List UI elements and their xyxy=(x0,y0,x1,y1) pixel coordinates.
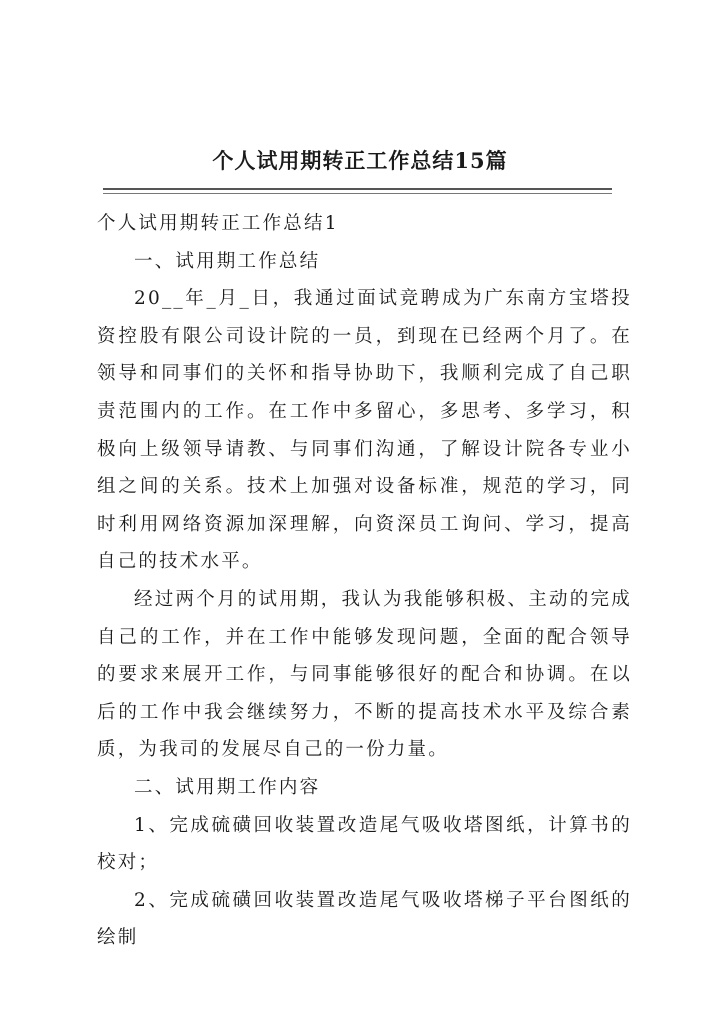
paragraph-2: 经过两个月的试用期，我认为我能够积极、主动的完成自己的工作，并在工作中能够发现问题，全面的配合领导的要求来展开工作，与同事能够很好的配合和协调。在以后的工作中我会继续努力，不断的提高技术水平及综合素质，为我司的发展尽自己的一份力量。 xyxy=(97,588,632,761)
document-body xyxy=(97,205,632,957)
list-item-2: 2、完成硫磺回收装置改造尾气吸收塔梯子平台图纸的绘制 xyxy=(97,889,632,949)
list-item-1: 1、完成硫磺回收装置改造尾气吸收塔图纸，计算书的校对； xyxy=(97,814,632,874)
paragraph-1: 20__年_月_日，我通过面试竞聘成为广东南方宝塔投资控股有限公司设计院的一员，到现在已经两个月了。在领导和同事们的关怀和指导协助下，我顺利完成了自己职责范围内的工作。在工作中多留心，多思考、多学习，积极向上级领导请教、与同事们沟通，了解设计院各专业小组之间的关系。技术上加强对设备标准，规范的学习，同时利用网络资源加深理解，向资深员工询问、学习，提高自己的技术水平。 xyxy=(97,288,632,573)
document-title: 个人试用期转正工作总结15篇 xyxy=(212,148,508,173)
title-divider xyxy=(103,188,612,190)
section-heading: 个人试用期转正工作总结1 xyxy=(97,213,339,234)
title-divider-thin xyxy=(103,193,612,194)
part2-heading: 二、试用期工作内容 xyxy=(134,776,321,798)
part1-heading: 一、试用期工作总结 xyxy=(134,250,321,272)
